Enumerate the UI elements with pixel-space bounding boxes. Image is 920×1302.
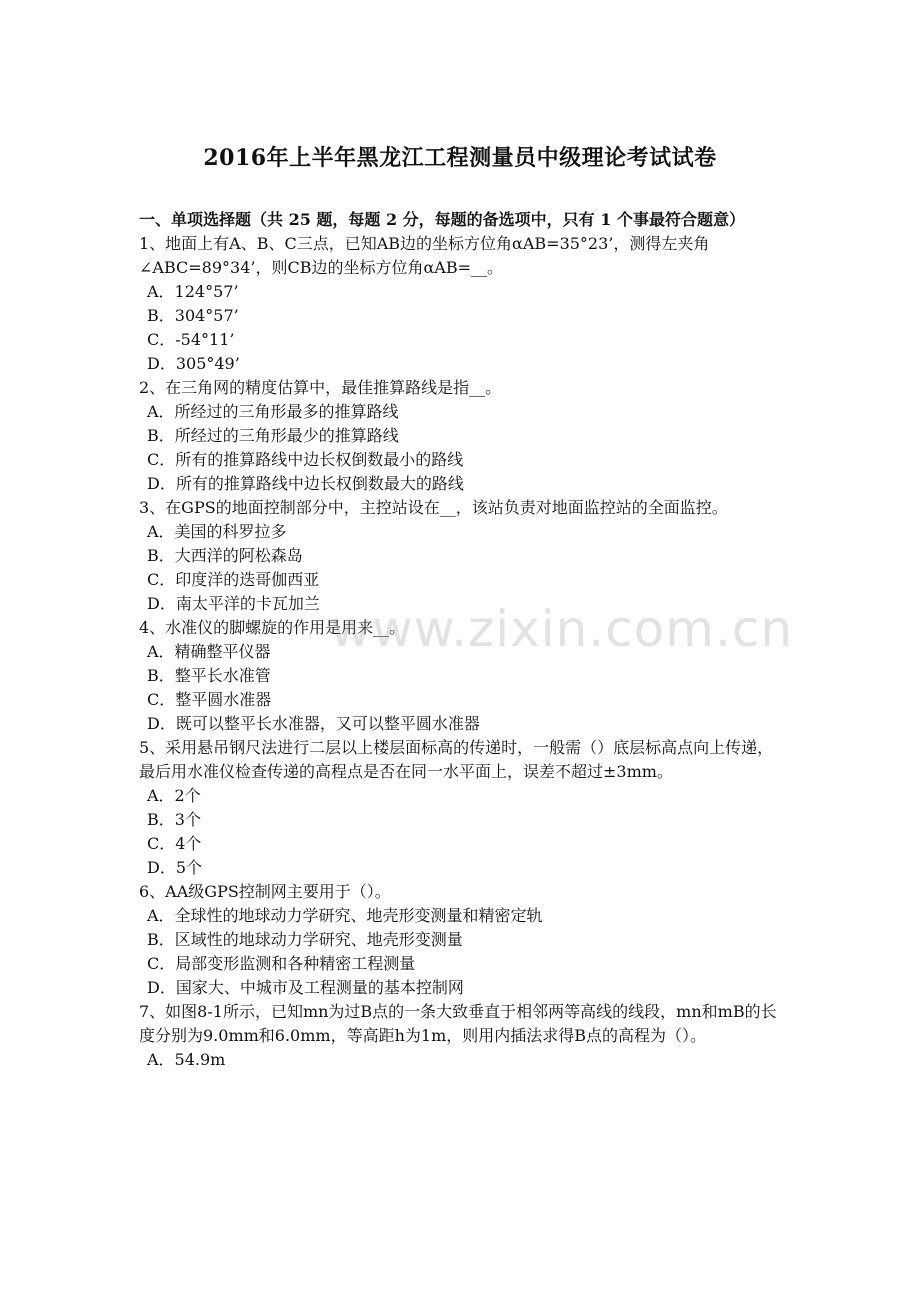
question-5 [139,736,783,880]
option-d: D．既可以整平长水准器，又可以整平圆水准器 [147,714,480,733]
option-b: B．所经过的三角形最少的推算路线 [147,426,399,445]
option-b: B．整平长水准管 [147,666,271,685]
question-stem: 5、采用悬吊钢尺法进行二层以上楼层面标高的传递时，一般需（）底层标高点向上传递，最后用水准仪检查传递的高程点是否在同一水平面上，误差不超过±3mm。 [139,738,774,781]
option-d: D．南太平洋的卡瓦加兰 [147,594,320,613]
option-c: C．印度洋的迭哥伽西亚 [147,570,320,589]
question-6 [139,880,783,1000]
option-a: A．所经过的三角形最多的推算路线 [147,402,399,421]
option-d: D．所有的推算路线中边长权倒数最大的路线 [147,474,464,493]
question-stem: 6、AA级GPS控制网主要用于（）。 [139,882,391,901]
question-3 [139,496,783,616]
option-d: D．305°49’ [147,354,240,373]
option-d: D．5个 [147,858,203,877]
question-stem: 7、如图8-1所示，已知mn为过B点的一条大致垂直于相邻两等高线的线段，mn和mB的长度分别为9.0mm和6.0mm，等高距h为1m，则用内插法求得B点的高程为（）。 [139,1002,777,1045]
question-7 [139,1000,783,1072]
option-b: B．3个 [147,810,201,829]
option-a: A．54.9m [147,1050,226,1069]
option-b: B．大西洋的阿松森岛 [147,546,303,565]
option-c: C．局部变形监测和各种精密工程测量 [147,954,416,973]
document-body [139,208,783,1072]
question-stem: 4、水准仪的脚螺旋的作用是用来__。 [139,618,406,637]
option-a: A．124°57’ [147,282,239,301]
option-a: A．全球性的地球动力学研究、地壳形变测量和精密定轨 [147,906,543,925]
option-a: A．美国的科罗拉多 [147,522,287,541]
option-c: C．-54°11’ [147,330,235,349]
question-4 [139,616,783,736]
option-a: A．精确整平仪器 [147,642,271,661]
question-2 [139,376,783,496]
watermark: www.zixin.com.cn [330,600,794,658]
question-stem: 1、地面上有A、B、C三点，已知AB边的坐标方位角αAB=35°23’，测得左夹角∠ABC=89°34’，则CB边的坐标方位角αAB=__。 [139,234,710,277]
option-b: B．区域性的地球动力学研究、地壳形变测量 [147,930,463,949]
option-b: B．304°57’ [147,306,239,325]
document-title: 2016年上半年黑龙江工程测量员中级理论考试试卷 [203,145,717,171]
option-d: D．国家大、中城市及工程测量的基本控制网 [147,978,464,997]
option-c: C．所有的推算路线中边长权倒数最小的路线 [147,450,464,469]
option-c: C．整平圆水准器 [147,690,272,709]
question-1 [139,232,783,376]
option-a: A．2个 [147,786,201,805]
option-c: C．4个 [147,834,202,853]
question-stem: 2、在三角网的精度估算中，最佳推算路线是指__。 [139,378,502,397]
section-heading: 一、单项选择题（共 25 题，每题 2 分，每题的备选项中，只有 1 个事最符合题意） [139,210,745,229]
question-stem: 3、在GPS的地面控制部分中，主控站设在__，该站负责对地面监控站的全面监控。 [139,498,728,517]
